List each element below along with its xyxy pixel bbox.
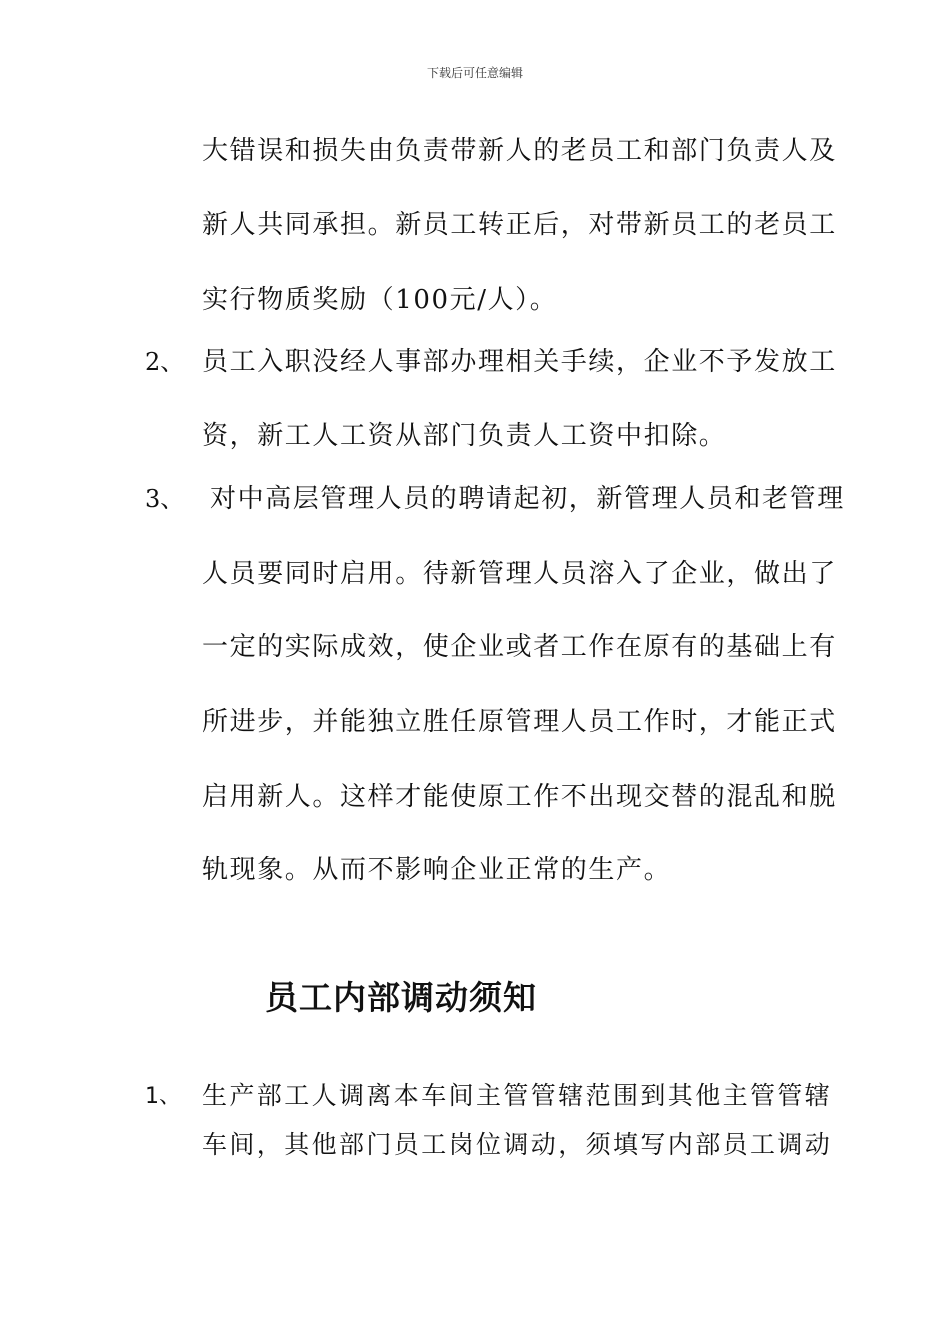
section-title: 员工内部调动须知 bbox=[265, 978, 537, 1017]
paragraph-line: 人员要同时启用。待新管理人员溶入了企业，做出了 bbox=[202, 559, 837, 589]
paragraph-line: 轨现象。从而不影响企业正常的生产。 bbox=[202, 855, 672, 885]
paragraph-line: 生产部工人调离本车间主管管辖范围到其他主管管辖 bbox=[202, 1081, 833, 1110]
paragraph-line: 新人共同承担。新员工转正后，对带新员工的老员工 bbox=[202, 210, 837, 240]
paragraph-line: 资，新工人工资从部门负责人工资中扣除。 bbox=[202, 421, 727, 451]
paragraph-line: 一定的实际成效，使企业或者工作在原有的基础上有 bbox=[202, 632, 837, 662]
paragraph-line: 对中高层管理人员的聘请起初，新管理人员和老管理 bbox=[210, 484, 845, 514]
list-number: 1、 bbox=[145, 1084, 181, 1109]
list-number: 2、 bbox=[145, 348, 185, 376]
paragraph-line: 员工入职没经人事部办理相关手续，企业不予发放工 bbox=[202, 347, 837, 377]
paragraph-line: 大错误和损失由负责带新人的老员工和部门负责人及 bbox=[202, 136, 837, 166]
paragraph-line: 启用新人。这样才能使原工作不出现交替的混乱和脱 bbox=[202, 782, 837, 812]
paragraph-line: 车间，其他部门员工岗位调动，须填写内部员工调动 bbox=[202, 1130, 833, 1159]
paragraph-line: 实行物质奖励（100元/人）。 bbox=[202, 285, 558, 315]
paragraph-line: 所进步，并能独立胜任原管理人员工作时，才能正式 bbox=[202, 707, 837, 737]
page-header: 下载后可任意编辑 bbox=[426, 66, 523, 80]
list-number: 3、 bbox=[145, 485, 185, 513]
